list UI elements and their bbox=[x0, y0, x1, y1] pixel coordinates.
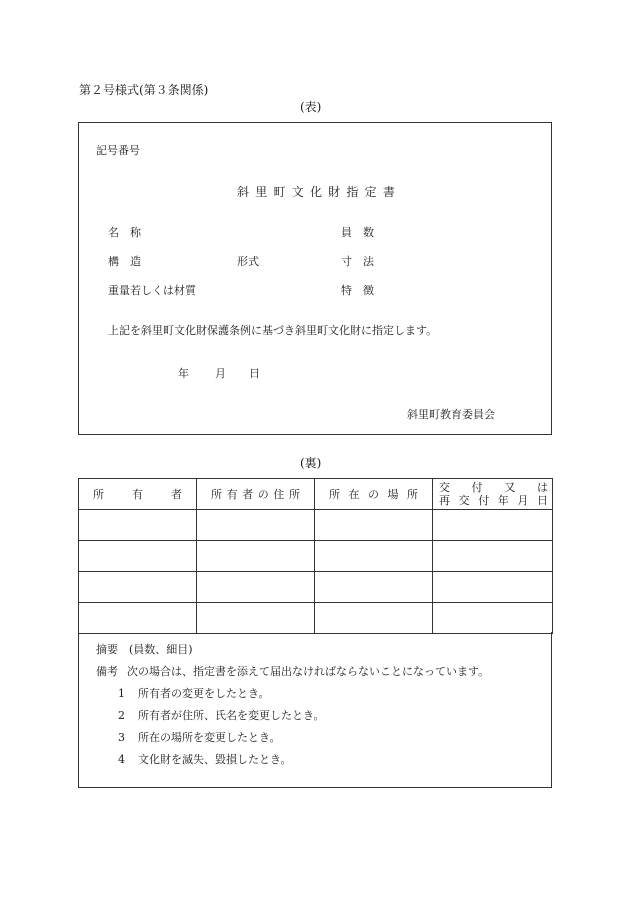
table-cell bbox=[79, 510, 197, 541]
field-features-label: 特 徴 bbox=[341, 284, 374, 297]
table-cell bbox=[197, 572, 315, 603]
table-row bbox=[79, 541, 553, 572]
issuer-name: 斜里町教育委員会 bbox=[407, 408, 495, 421]
date-year-label: 年 bbox=[178, 367, 189, 380]
field-weight-material-label: 重量若しくは材質 bbox=[108, 284, 196, 297]
ownership-record-table bbox=[78, 478, 553, 634]
column-header-issue-date: 交 付 又 は 再 交 付 年 月 日 bbox=[433, 479, 553, 510]
table-cell bbox=[433, 572, 553, 603]
field-name-label: 名 称 bbox=[108, 226, 141, 239]
table-cell bbox=[433, 510, 553, 541]
table-cell bbox=[197, 603, 315, 634]
remark-item-number: 4 bbox=[118, 753, 125, 766]
front-side-label: (表) bbox=[300, 100, 322, 114]
table-cell bbox=[79, 541, 197, 572]
table-cell bbox=[197, 541, 315, 572]
summary-label: 摘要 (員数、細目) bbox=[96, 643, 193, 656]
remarks-text: 次の場合は、指定書を添えて届出なければならないことになっています。 bbox=[127, 665, 490, 678]
front-certificate-box bbox=[78, 122, 552, 435]
table-row bbox=[79, 510, 553, 541]
table-cell bbox=[79, 572, 197, 603]
remarks-label: 備考 bbox=[96, 665, 118, 678]
remark-item-number: 3 bbox=[118, 731, 125, 744]
table-cell bbox=[79, 603, 197, 634]
designation-statement: 上記を斜里町文化財保護条例に基づき斜里町文化財に指定します。 bbox=[108, 324, 438, 337]
back-side-label: (裏) bbox=[300, 456, 322, 470]
field-structure-label: 構 造 bbox=[108, 255, 141, 268]
remark-item-number: 2 bbox=[118, 709, 125, 722]
table-row bbox=[79, 603, 553, 634]
remark-item-text: 所有者が住所、氏名を変更したとき。 bbox=[138, 709, 325, 722]
column-header-owner-address: 所 有 者 の 住 所 bbox=[197, 479, 315, 510]
date-month-label: 月 bbox=[215, 367, 226, 380]
form-label: 第２号様式(第３条関係) bbox=[79, 83, 209, 97]
table-row bbox=[79, 572, 553, 603]
remark-item-text: 所在の場所を変更したとき。 bbox=[138, 731, 281, 744]
table-cell bbox=[315, 603, 433, 634]
column-header-owner: 所 有 者 bbox=[79, 479, 197, 510]
table-cell bbox=[197, 510, 315, 541]
table-cell bbox=[433, 603, 553, 634]
remark-item-text: 所有者の変更をしたとき。 bbox=[138, 687, 270, 700]
field-count-label: 員 数 bbox=[341, 226, 374, 239]
table-header-row bbox=[79, 479, 553, 510]
number-label: 記号番号 bbox=[96, 144, 140, 157]
remark-item-number: 1 bbox=[118, 687, 125, 700]
date-day-label: 日 bbox=[249, 367, 260, 380]
remark-item-text: 文化財を滅失、毀損したとき。 bbox=[138, 753, 292, 766]
table-cell bbox=[433, 541, 553, 572]
column-header-location: 所 在 の 場 所 bbox=[315, 479, 433, 510]
remarks-box bbox=[78, 632, 552, 788]
table-cell bbox=[315, 572, 433, 603]
field-form-label: 形式 bbox=[237, 255, 259, 268]
table-cell bbox=[315, 510, 433, 541]
field-dimensions-label: 寸 法 bbox=[341, 255, 374, 268]
certificate-title: 斜 里 町 文 化 財 指 定 書 bbox=[237, 185, 395, 199]
table-cell bbox=[315, 541, 433, 572]
